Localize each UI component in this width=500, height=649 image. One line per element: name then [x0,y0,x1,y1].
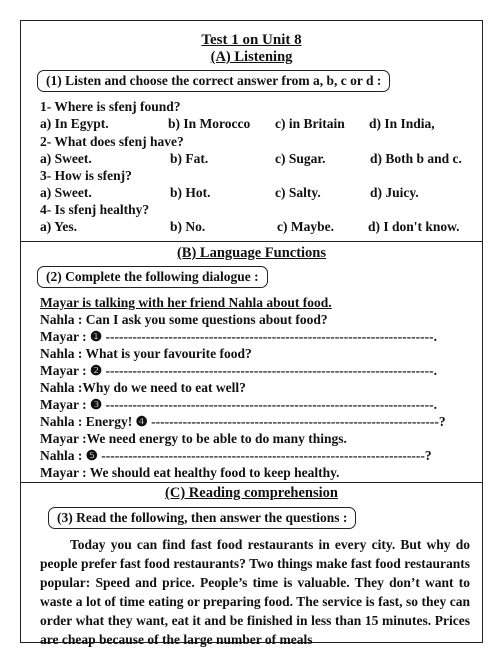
dialogue-line-2: Mayar : ❶ -------------------------------------------------------------------------. [40,329,438,344]
q1-option-2c: c) Sugar. [275,151,326,166]
section-a-title: (A) Listening [210,49,293,65]
q3-instruction-box: (3) Read the following, then answer the questions : [48,507,356,529]
q1-option-2d: d) Both b and c. [370,151,462,166]
q1-options-2 [40,151,470,167]
reading-passage [40,535,470,649]
divider-a-b [21,241,482,242]
q1-option-2b: b) Fat. [170,151,209,166]
q1-option-4c: c) Maybe. [277,219,334,234]
q1-options-4 [40,219,470,235]
dialogue-line-7: Nahla : Energy! ❹ ----------------------------------------------------------------? [40,414,446,429]
q1-option-4b: b) No. [170,219,206,234]
reading-passage-text: Today you can find fast food restaurants in every city. But why do people prefer fast food restaurants? Two things make fast food restaurants popular: Speed and price. People’s time is valuable. They don’t want to waste a lot of time eating or preparing food. The service is fast, so they can order what they want, eat it and be finished in less than 15 minutes. Prices are cheap because of the large number of meals [40,537,470,647]
q1-option-2a: a) Sweet. [40,151,92,166]
q1-option-3b: b) Hot. [170,185,211,200]
dialogue-line-4: Mayar : ❷ -------------------------------------------------------------------------. [40,363,438,378]
dialogue-line-10: Mayar : We should eat healthy food to keep healthy. [40,465,340,480]
dialogue-line-6: Mayar : ❸ -------------------------------------------------------------------------. [40,397,438,412]
section-b-title: (B) Language Functions [176,245,327,261]
q1-option-4a: a) Yes. [40,219,77,234]
q1-options-3 [40,185,470,201]
test-title: Test 1 on Unit 8 [201,32,302,48]
q1-options-1 [40,116,470,132]
q1-option-1d: d) In India, [369,116,435,131]
q1-question-1: 1- Where is sfenj found? [40,99,181,114]
q1-instruction-box: (1) Listen and choose the correct answer from a, b, c or d : [37,70,390,92]
dialogue-intro: Mayar is talking with her friend Nahla about food. [40,295,332,310]
q1-option-4d: d) I don't know. [368,219,460,234]
q1-option-3d: d) Juicy. [370,185,419,200]
q1-question-2: 2- What does sfenj have? [40,134,184,149]
q2-instruction-box: (2) Complete the following dialogue : [37,266,268,288]
dialogue-line-5: Nahla :Why do we need to eat well? [40,380,246,395]
dialogue-line-9: Nahla : ❺ ------------------------------------------------------------------------? [40,448,432,463]
q1-option-3a: a) Sweet. [40,185,92,200]
divider-b-c [21,482,482,483]
q1-option-1a: a) In Egypt. [40,116,109,131]
q1-question-3: 3- How is sfenj? [40,168,132,183]
q1-option-3c: c) Salty. [275,185,321,200]
dialogue-line-1: Nahla : Can I ask you some questions about food? [40,312,328,327]
section-c-title: (C) Reading comprehension [165,485,338,501]
test-sheet [20,20,483,647]
q1-question-4: 4- Is sfenj healthy? [40,202,150,217]
q1-option-1b: b) In Morocco [168,116,251,131]
q1-option-1c: c) in Britain [275,116,345,131]
dialogue-line-3: Nahla : What is your favourite food? [40,346,252,361]
dialogue-line-8: Mayar :We need energy to be able to do many things. [40,431,347,446]
